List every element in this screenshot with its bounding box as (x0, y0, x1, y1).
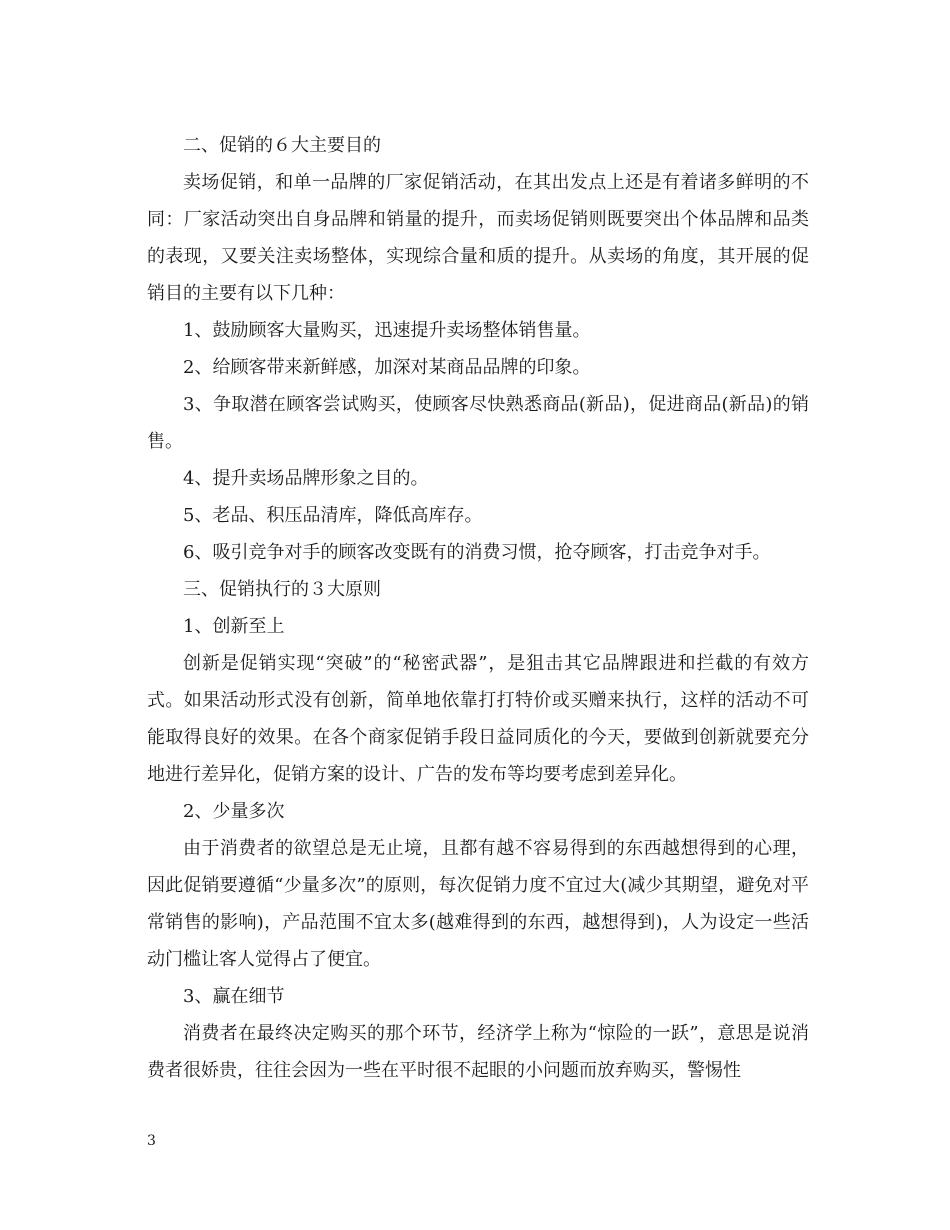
paragraph-innovation: 创新是促销实现“突破”的“秘密武器”，是狙击其它品牌跟进和拦截的有效方式。如果活动形式没有创新，简单地依靠打打特价或买赠来执行，这样的活动不可能取得良好的效果。在各个商家促销手段日益同质化的今天，要做到创新就要充分地进行差异化，促销方案的设计、广告的发布等均要考虑到差异化。 (147, 653, 809, 785)
subheading-details: 3、赢在细节 (183, 986, 285, 1007)
document-body (147, 127, 809, 1089)
list-item-goal-3: 3、争取潜在顾客尝试购买，使顾客尽快熟悉商品(新品)，促进商品(新品)的销售。 (147, 394, 809, 452)
list-item-goal-2: 2、给顾客带来新鲜感，加深对某商品品牌的印象。 (183, 357, 591, 378)
list-item-goal-4: 4、提升卖场品牌形象之目的。 (183, 468, 429, 489)
section-heading-promotion-principles: 三、促销执行的３大原则 (183, 579, 381, 600)
subheading-innovation: 1、创新至上 (183, 616, 285, 637)
list-item-goal-6: 6、吸引竞争对手的顾客改变既有的消费习惯，抢夺顾客，打击竞争对手。 (183, 542, 771, 563)
section-heading-promotion-goals: 二、促销的６大主要目的 (183, 135, 381, 156)
paragraph-details: 消费者在最终决定购买的那个环节，经济学上称为“惊险的一跃”，意思是说消费者很娇贵，往往会因为一些在平时很不起眼的小问题而放弃购买，警惕性 (147, 1023, 809, 1081)
subheading-small-frequent: 2、少量多次 (183, 801, 285, 822)
page-number: 3 (147, 1133, 156, 1149)
list-item-goal-1: 1、鼓励顾客大量购买，迅速提升卖场整体销售量。 (183, 320, 591, 341)
list-item-goal-5: 5、老品、积压品清库，降低高库存。 (183, 505, 483, 526)
paragraph-small-frequent: 由于消费者的欲望总是无止境，且都有越不容易得到的东西越想得到的心理，因此促销要遵循“少量多次”的原则，每次促销力度不宜过大(减少其期望，避免对平常销售的影响)，产品范围不宜太多(越难得到的东西，越想得到)，人为设定一些活动门槛让客人觉得占了便宜。 (147, 838, 809, 970)
paragraph-store-vs-brand-promotion: 卖场促销，和单一品牌的厂家促销活动，在其出发点上还是有着诸多鲜明的不同：厂家活动突出自身品牌和销量的提升，而卖场促销则既要突出个体品牌和品类的表现，又要关注卖场整体，实现综合量和质的提升。从卖场的角度，其开展的促销目的主要有以下几种： (147, 172, 809, 304)
